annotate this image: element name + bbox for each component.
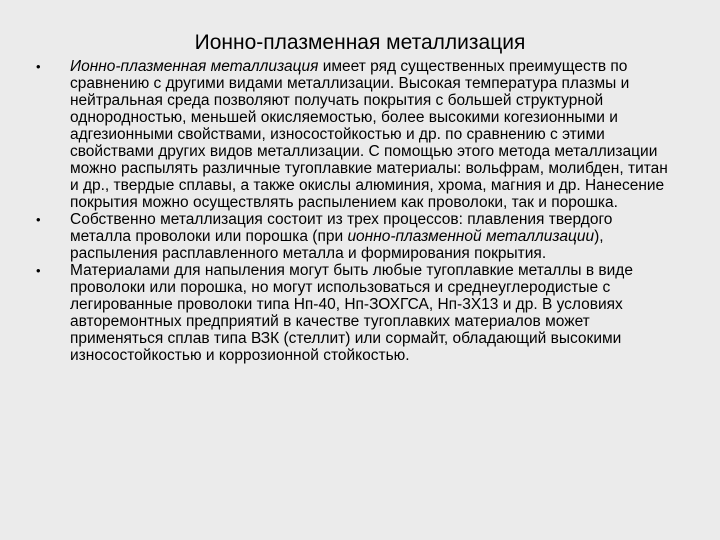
bullet-text	[70, 58, 676, 211]
bullet-marker: •	[36, 59, 41, 74]
bullet-item-materials	[36, 262, 676, 364]
bullet-italic-term: ионно-плазменной металлизации	[347, 228, 595, 245]
bullet-body-start: Собственно металлизация состоит из трех процессов: плавления твердого металла проволоки или порошка (при	[70, 211, 613, 245]
slide-title: Ионно-плазменная металлизация	[194, 31, 526, 54]
bullet-marker: •	[36, 212, 41, 227]
bullet-italic-lead: Ионно-плазменная металлизация	[70, 58, 319, 75]
bullet-body: имеет ряд существенных преимуществ по сравнению с другими видами металлизации. Высокая температура плазмы и нейтральная среда позволяют получать покрытия с большей структурной однородностью, меньшей окисляемостью, более высокими когезионными и адгезионными свойствами, износостойкостью и др. по сравнению с этими свойствами других видов металлизации. С помощью этого метода металлизации можно распылять различные тугоплавкие материалы: вольфрам, молибден, титан и др., твердые сплавы, а также окислы алюминия, хрома, магния и др. Нанесение покрытия можно осуществлять распылением как проволоки, так и порошка.	[70, 58, 668, 211]
bullet-text	[70, 211, 676, 262]
bullet-marker: •	[36, 263, 41, 278]
bullet-item-processes	[36, 211, 676, 262]
bullet-list	[36, 58, 676, 364]
bullet-body-end: ), распыления расплавленного металла и формирования покрытия.	[70, 228, 604, 262]
bullet-item-advantages	[36, 58, 676, 211]
bullet-body: Материалами для напыления могут быть любые тугоплавкие металлы в виде проволоки или порошка, но могут использоваться и среднеуглеродистые с легированные проволоки типа Нп-40, Нп-ЗОХГСА, Нп-3Х13 и др. В условиях авторемонтных предприятий в качестве тугоплавких материалов может применяться сплав типа ВЗК (стеллит) или сормайт, обладающий высокими износостойкостью и коррозионной стойкостью.	[70, 262, 633, 364]
